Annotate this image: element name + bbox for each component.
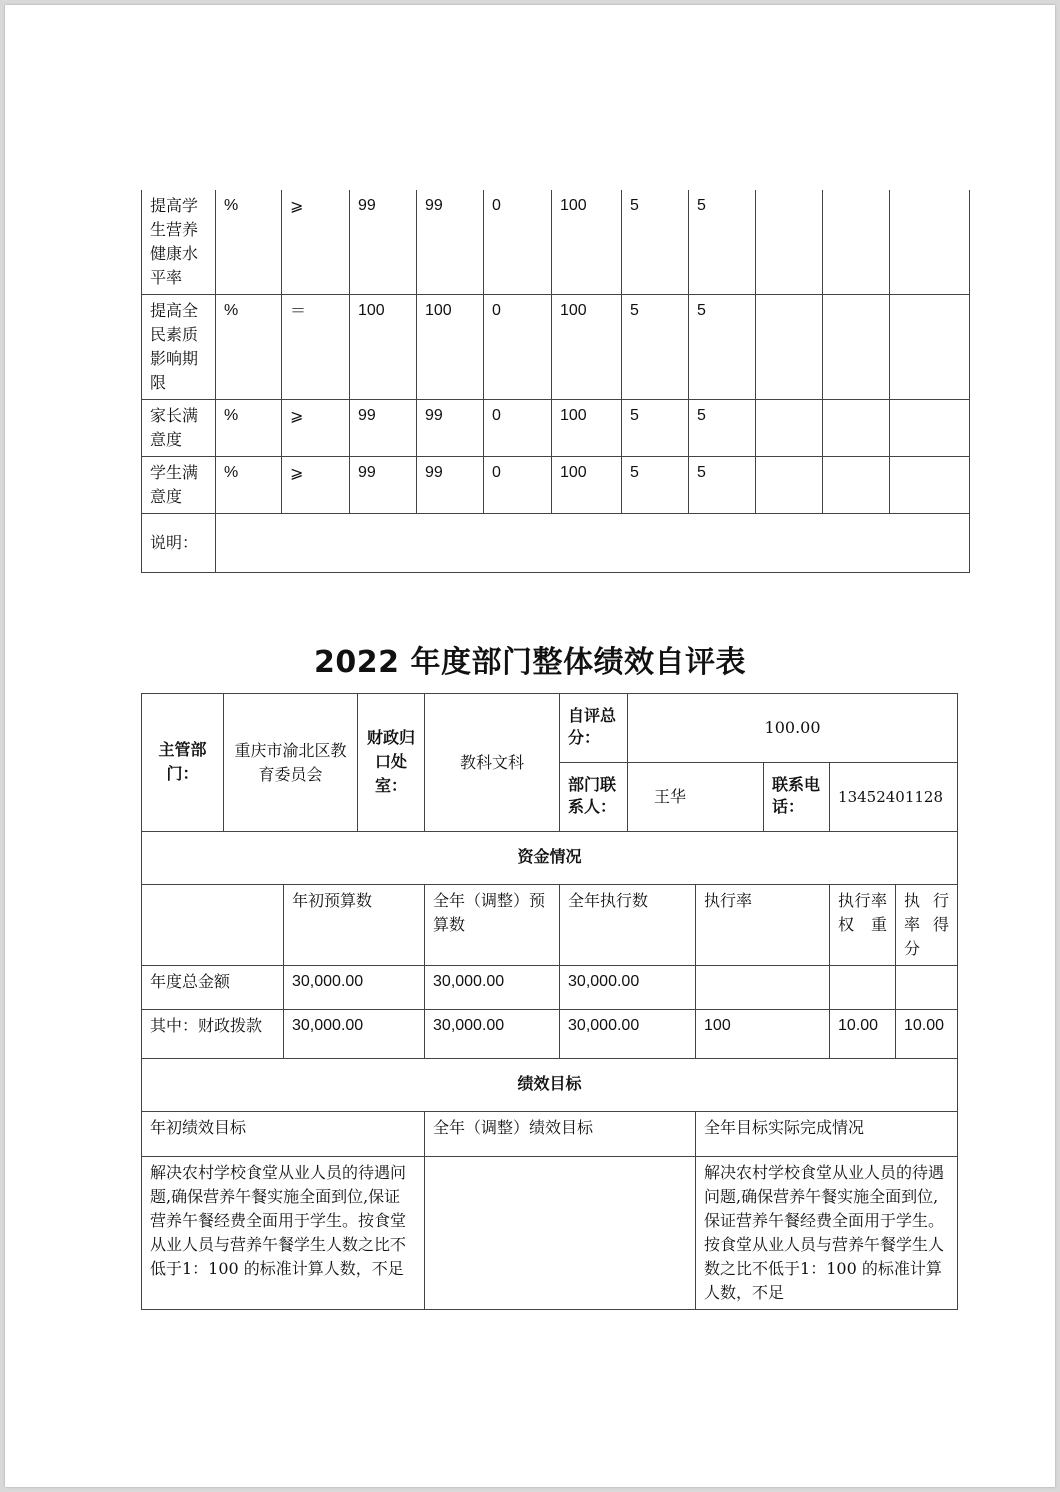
funds-value <box>830 966 896 1010</box>
phone-value: 13452401128 <box>830 763 958 832</box>
indicator-name: 家长满意度 <box>142 400 216 457</box>
empty-cell <box>823 190 890 295</box>
funds-value: 30,000.00 <box>425 1010 560 1059</box>
indicator-target: 100 <box>350 295 417 400</box>
indicator-unit: % <box>216 190 282 295</box>
indicator-actual: 99 <box>417 400 484 457</box>
indicator-name: 提高全民素质影响期限 <box>142 295 216 400</box>
empty-cell <box>756 295 823 400</box>
col-header: 执行率 <box>696 885 830 966</box>
self-evaluation-table <box>141 693 958 1310</box>
funds-value: 30,000.00 <box>284 1010 425 1059</box>
section-row <box>142 1059 958 1112</box>
empty-cell <box>890 400 970 457</box>
col-header: 执行率权重 <box>830 885 896 966</box>
indicator-rate: 100 <box>552 190 622 295</box>
funds-value: 30,000.00 <box>425 966 560 1010</box>
indicator-deviation: 0 <box>484 400 552 457</box>
col-header: 全年（调整）预算数 <box>425 885 560 966</box>
col-header: 年初绩效目标 <box>142 1112 425 1157</box>
goals-content-row <box>142 1157 958 1310</box>
finance-label: 财政归口处室： <box>358 694 425 832</box>
row-label: 其中：财政拨款 <box>142 1010 284 1059</box>
funds-value: 100 <box>696 1010 830 1059</box>
indicator-target: 99 <box>350 457 417 514</box>
indicator-actual: 99 <box>417 457 484 514</box>
actual-status-text: 解决农村学校食堂从业人员的待遇问题,确保营养午餐实施全面到位,保证营养午餐经费全面用于学生。按食堂从业人员与营养午餐学生人数之比不低于1：100 的标准计算人数，不足 <box>696 1157 958 1310</box>
col-header: 年初预算数 <box>284 885 425 966</box>
funds-value: 10.00 <box>896 1010 958 1059</box>
note-label: 说明： <box>142 514 216 573</box>
indicator-target: 99 <box>350 400 417 457</box>
indicator-target: 99 <box>350 190 417 295</box>
funds-value: 30,000.00 <box>284 966 425 1010</box>
section-row <box>142 832 958 885</box>
empty-cell <box>756 400 823 457</box>
note-row <box>142 514 970 573</box>
indicator-actual: 100 <box>417 295 484 400</box>
empty-cell <box>890 457 970 514</box>
indicator-score: 5 <box>689 457 756 514</box>
empty-cell <box>823 295 890 400</box>
indicator-weight: 5 <box>622 190 689 295</box>
document-page <box>5 5 1055 1487</box>
indicator-deviation: 0 <box>484 457 552 514</box>
dept-value: 重庆市渝北区教育委员会 <box>224 694 358 832</box>
indicator-weight: 5 <box>622 400 689 457</box>
indicator-name: 提高学生营养健康水平率 <box>142 190 216 295</box>
indicator-score: 5 <box>689 400 756 457</box>
indicator-operator: ⩾ <box>282 457 350 514</box>
table-row <box>142 457 970 514</box>
funds-header-row <box>142 885 958 966</box>
goals-header-row <box>142 1112 958 1157</box>
indicator-operator: ⩾ <box>282 190 350 295</box>
indicator-weight: 5 <box>622 295 689 400</box>
phone-label: 联系电话： <box>764 763 830 832</box>
indicator-weight: 5 <box>622 457 689 514</box>
col-header: 全年执行数 <box>560 885 696 966</box>
empty-cell <box>823 457 890 514</box>
contact-value: 王华 <box>628 763 764 832</box>
funds-section-title: 资金情况 <box>142 832 958 885</box>
empty-cell <box>142 885 284 966</box>
funds-row <box>142 1010 958 1059</box>
empty-cell <box>823 400 890 457</box>
score-value: 100.00 <box>628 694 958 763</box>
indicator-name: 学生满意度 <box>142 457 216 514</box>
col-header: 全年（调整）绩效目标 <box>425 1112 696 1157</box>
indicator-score: 5 <box>689 190 756 295</box>
funds-value <box>696 966 830 1010</box>
indicator-unit: % <box>216 457 282 514</box>
note-content <box>216 514 970 573</box>
funds-row <box>142 966 958 1010</box>
indicator-operator: ⩾ <box>282 400 350 457</box>
contact-label: 部门联系人： <box>560 763 628 832</box>
empty-cell <box>756 457 823 514</box>
indicator-actual: 99 <box>417 190 484 295</box>
table-row <box>142 190 970 295</box>
col-header: 执行率得分 <box>896 885 958 966</box>
empty-cell <box>890 190 970 295</box>
indicator-deviation: 0 <box>484 295 552 400</box>
indicator-rate: 100 <box>552 457 622 514</box>
funds-value <box>896 966 958 1010</box>
indicator-operator: ＝ <box>282 295 350 400</box>
indicator-deviation: 0 <box>484 190 552 295</box>
indicator-rate: 100 <box>552 400 622 457</box>
empty-cell <box>890 295 970 400</box>
header-row <box>142 694 958 763</box>
funds-value: 10.00 <box>830 1010 896 1059</box>
finance-value: 教科文科 <box>425 694 560 832</box>
indicator-table <box>141 190 970 573</box>
row-label: 年度总金额 <box>142 966 284 1010</box>
indicator-unit: % <box>216 295 282 400</box>
adjusted-goal-text <box>425 1157 696 1310</box>
table-row <box>142 400 970 457</box>
goals-section-title: 绩效目标 <box>142 1059 958 1112</box>
indicator-rate: 100 <box>552 295 622 400</box>
initial-goal-text: 解决农村学校食堂从业人员的待遇问题,确保营养午餐实施全面到位,保证营养午餐经费全面用于学生。按食堂从业人员与营养午餐学生人数之比不低于1：100 的标准计算人数，不足 <box>142 1157 425 1310</box>
indicator-unit: % <box>216 400 282 457</box>
table-row <box>142 295 970 400</box>
dept-label: 主管部门： <box>142 694 224 832</box>
empty-cell <box>756 190 823 295</box>
page-title: 2022 年度部门整体绩效自评表 <box>314 645 746 680</box>
score-label: 自评总分： <box>560 694 628 763</box>
indicator-score: 5 <box>689 295 756 400</box>
col-header: 全年目标实际完成情况 <box>696 1112 958 1157</box>
funds-value: 30,000.00 <box>560 1010 696 1059</box>
funds-value: 30,000.00 <box>560 966 696 1010</box>
